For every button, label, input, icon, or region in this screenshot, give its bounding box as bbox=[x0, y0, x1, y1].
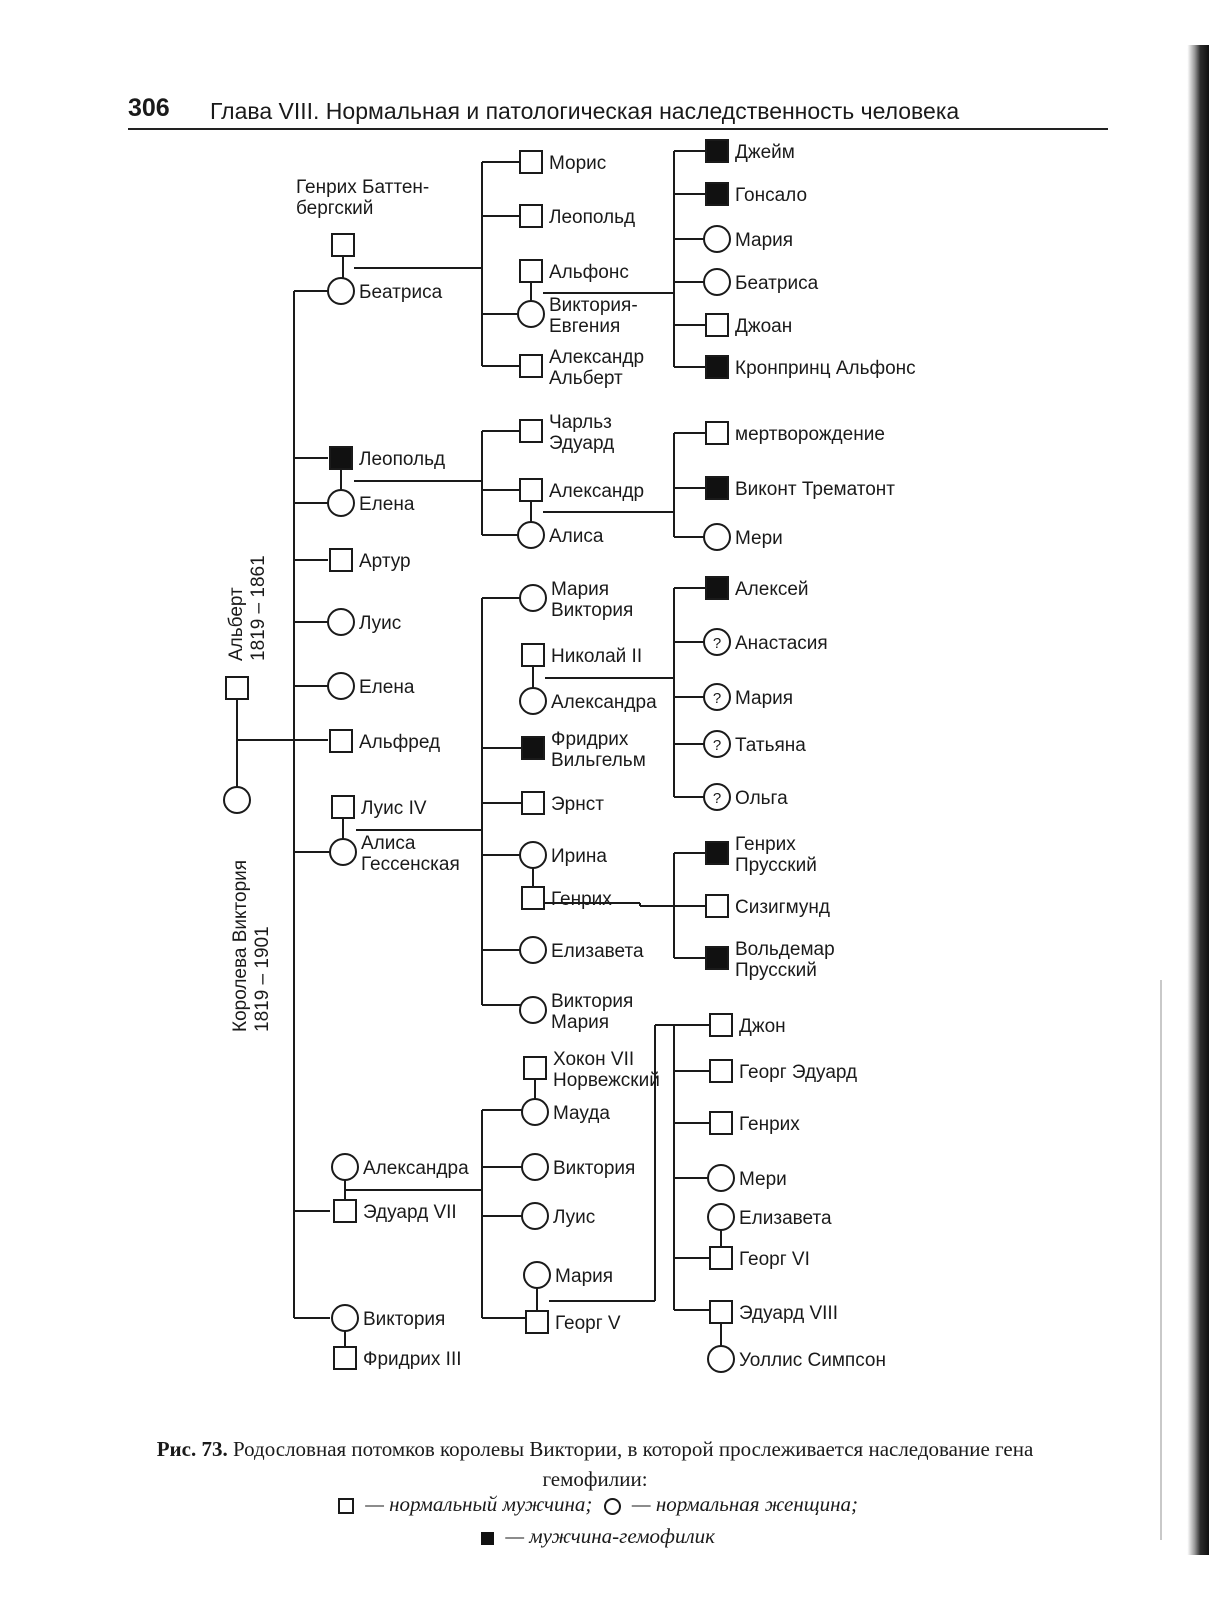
male-symbol bbox=[522, 792, 544, 814]
person-label: Георг V bbox=[555, 1313, 621, 1334]
page-number: 306 bbox=[128, 94, 170, 122]
person-label: Эдуард bbox=[549, 433, 615, 454]
person-label: бергский bbox=[296, 198, 374, 219]
question-mark-icon: ? bbox=[712, 790, 722, 807]
person-label: Мария bbox=[735, 688, 794, 709]
person-label: Ирина bbox=[551, 846, 607, 867]
person-label: Джоан bbox=[735, 316, 793, 337]
male-symbol bbox=[522, 887, 544, 909]
female-symbol bbox=[330, 839, 356, 865]
hemophiliac-male-symbol bbox=[706, 477, 728, 499]
male-symbol bbox=[706, 314, 728, 336]
female-symbol bbox=[328, 278, 354, 304]
page-binding-shadow bbox=[1161, 45, 1209, 1555]
person-label: мертворождение bbox=[735, 424, 885, 445]
hemophiliac-male-symbol bbox=[522, 737, 544, 759]
person-label: Елена bbox=[359, 677, 415, 698]
founder-label: 1819 – 1861 bbox=[248, 555, 269, 661]
female-symbol bbox=[708, 1346, 734, 1372]
person-label: Фридрих III bbox=[363, 1349, 462, 1370]
person-label: Евгения bbox=[549, 316, 621, 337]
person-label: Виктория bbox=[363, 1309, 446, 1330]
male-symbol bbox=[520, 479, 542, 501]
person-label: Гессенская bbox=[361, 854, 460, 875]
person-label: Анастасия bbox=[735, 633, 828, 654]
male-symbol bbox=[334, 1200, 356, 1222]
hemophiliac-male-symbol bbox=[706, 356, 728, 378]
person-label: Альфред bbox=[359, 732, 441, 753]
person-label: Луис bbox=[553, 1207, 596, 1228]
female-symbol bbox=[524, 1262, 550, 1288]
male-symbol bbox=[706, 895, 728, 917]
female-symbol bbox=[518, 522, 544, 548]
square-icon bbox=[338, 1498, 354, 1514]
hemophiliac-male-symbol bbox=[706, 842, 728, 864]
person-label: Хокон VII bbox=[553, 1049, 635, 1070]
female-symbol bbox=[708, 1204, 734, 1230]
person-label: Сизигмунд bbox=[735, 897, 830, 918]
female-symbol bbox=[332, 1305, 358, 1331]
person-label: Генрих bbox=[735, 834, 796, 855]
person-label: Мария bbox=[551, 1012, 610, 1033]
person-label: Георг Эдуард bbox=[739, 1062, 858, 1083]
female-symbol bbox=[518, 301, 544, 327]
founder-label: 1819 – 1901 bbox=[252, 926, 273, 1032]
person-label: Александра bbox=[363, 1158, 469, 1179]
male-symbol bbox=[710, 1247, 732, 1269]
filled-square-icon bbox=[481, 1532, 494, 1545]
person-label: Георг VI bbox=[739, 1249, 810, 1270]
male-symbol bbox=[710, 1014, 732, 1036]
female-symbol bbox=[708, 1165, 734, 1191]
person-label: Виктория bbox=[551, 991, 634, 1012]
person-label: Мария bbox=[735, 230, 794, 251]
female-symbol bbox=[328, 609, 354, 635]
female-symbol bbox=[520, 937, 546, 963]
person-label: Мери bbox=[739, 1169, 787, 1190]
male-symbol bbox=[520, 260, 542, 282]
female-symbol bbox=[520, 688, 546, 714]
legend-row-1 bbox=[120, 1492, 1070, 1517]
person-label: Гонсало bbox=[735, 185, 808, 206]
person-label: Артур bbox=[359, 551, 411, 572]
person-label: Генрих Баттен- bbox=[296, 177, 430, 198]
question-mark-icon: ? bbox=[712, 737, 722, 754]
person-label: Александра bbox=[551, 692, 657, 713]
page-edge-line bbox=[1160, 980, 1162, 1540]
figure-caption bbox=[120, 1434, 1070, 1494]
male-symbol bbox=[332, 234, 354, 256]
female-symbol bbox=[704, 524, 730, 550]
person-label: Алиса bbox=[549, 526, 604, 547]
male-symbol bbox=[520, 355, 542, 377]
person-label: Виктория bbox=[553, 1158, 636, 1179]
person-label: Уоллис Симпсон bbox=[739, 1350, 886, 1371]
person-label: Эдуард VII bbox=[363, 1202, 457, 1223]
hemophiliac-male-symbol bbox=[706, 183, 728, 205]
male-symbol bbox=[520, 420, 542, 442]
caption-label: Рис. 73. bbox=[156, 1437, 228, 1461]
female-symbol bbox=[704, 269, 730, 295]
hemophiliac-male-symbol bbox=[330, 447, 352, 469]
female-symbol bbox=[520, 585, 546, 611]
person-label: Альфонс bbox=[549, 262, 629, 283]
legend-row-2 bbox=[120, 1524, 1070, 1549]
person-label: Эрнст bbox=[551, 794, 604, 815]
victoria-female-symbol bbox=[224, 787, 250, 813]
male-symbol bbox=[526, 1311, 548, 1333]
person-label: Вильгельм bbox=[551, 750, 646, 771]
female-symbol bbox=[520, 997, 546, 1023]
male-symbol bbox=[710, 1112, 732, 1134]
person-label: Чарльз bbox=[549, 412, 612, 433]
person-label: Елена bbox=[359, 494, 415, 515]
person-label: Прусский bbox=[735, 855, 817, 876]
male-symbol bbox=[710, 1301, 732, 1323]
person-label: Мери bbox=[735, 528, 783, 549]
person-label: Джон bbox=[739, 1016, 786, 1037]
male-symbol bbox=[330, 730, 352, 752]
male-symbol bbox=[520, 205, 542, 227]
person-label: Александр bbox=[549, 481, 645, 502]
person-label: Виктория- bbox=[549, 295, 638, 316]
legend-normal-male: — нормальный мужчина; bbox=[365, 1492, 593, 1516]
male-symbol bbox=[334, 1347, 356, 1369]
person-label: Норвежский bbox=[553, 1070, 660, 1091]
circle-icon bbox=[604, 1498, 621, 1515]
legend-hemophiliac-male: — мужчина-гемофилик bbox=[505, 1524, 715, 1548]
female-symbol bbox=[522, 1203, 548, 1229]
male-symbol bbox=[330, 549, 352, 571]
hemophiliac-male-symbol bbox=[706, 947, 728, 969]
person-label: Елизавета bbox=[739, 1208, 832, 1229]
person-label: Виктория bbox=[551, 600, 634, 621]
person-label: Алиса bbox=[361, 833, 416, 854]
person-label: Морис bbox=[549, 153, 607, 174]
person-label: Мария bbox=[555, 1266, 614, 1287]
person-label: Виконт Трематонт bbox=[735, 479, 895, 500]
person-label: Леопольд bbox=[549, 207, 636, 228]
male-symbol bbox=[710, 1060, 732, 1082]
person-label: Беатриса bbox=[359, 282, 443, 303]
page-header-title: Глава VIII. Нормальная и патологическая наследственность человека bbox=[210, 98, 960, 124]
legend-normal-female: — нормальная женщина; bbox=[631, 1492, 859, 1516]
person-label: Генрих bbox=[551, 889, 612, 910]
male-symbol bbox=[520, 151, 542, 173]
person-label: Александр bbox=[549, 347, 645, 368]
female-symbol bbox=[704, 226, 730, 252]
female-symbol bbox=[522, 1154, 548, 1180]
male-symbol bbox=[524, 1057, 546, 1079]
founder-label: Королева Виктория bbox=[230, 859, 251, 1032]
female-symbol bbox=[332, 1154, 358, 1180]
hemophiliac-male-symbol bbox=[706, 140, 728, 162]
caption-text: Родословная потомков королевы Виктории, в которой прослеживается наследование гена гемофилии: bbox=[232, 1437, 1034, 1491]
person-label: Ольга bbox=[735, 788, 788, 809]
person-label: Кронпринц Альфонс bbox=[735, 358, 916, 379]
female-symbol bbox=[328, 673, 354, 699]
question-mark-icon: ? bbox=[712, 690, 722, 707]
person-label: Николай II bbox=[551, 646, 643, 667]
person-label: Татьяна bbox=[735, 735, 806, 756]
person-label: Алексей bbox=[735, 579, 809, 600]
person-label: Мауда bbox=[553, 1103, 610, 1124]
albert-male-symbol bbox=[226, 677, 248, 699]
person-label: Елизавета bbox=[551, 941, 644, 962]
male-symbol bbox=[332, 796, 354, 818]
person-label: Вольдемар bbox=[735, 939, 835, 960]
person-label: Фридрих bbox=[551, 729, 629, 750]
person-label: Генрих bbox=[739, 1114, 800, 1135]
person-label: Луис bbox=[359, 613, 402, 634]
person-label: Альберт bbox=[549, 368, 623, 389]
founder-label: Альберт bbox=[226, 587, 247, 661]
person-label: Луис IV bbox=[361, 798, 427, 819]
hemophiliac-male-symbol bbox=[706, 577, 728, 599]
female-symbol bbox=[520, 842, 546, 868]
female-symbol bbox=[328, 490, 354, 516]
person-label: Джейм bbox=[735, 142, 795, 163]
person-label: Беатриса bbox=[735, 273, 819, 294]
person-label: Мария bbox=[551, 579, 610, 600]
person-label: Леопольд bbox=[359, 449, 446, 470]
person-label: Прусский bbox=[735, 960, 817, 981]
male-symbol bbox=[706, 422, 728, 444]
female-symbol bbox=[522, 1099, 548, 1125]
male-symbol bbox=[522, 644, 544, 666]
person-label: Эдуард VIII bbox=[739, 1303, 838, 1324]
question-mark-icon: ? bbox=[712, 635, 722, 652]
